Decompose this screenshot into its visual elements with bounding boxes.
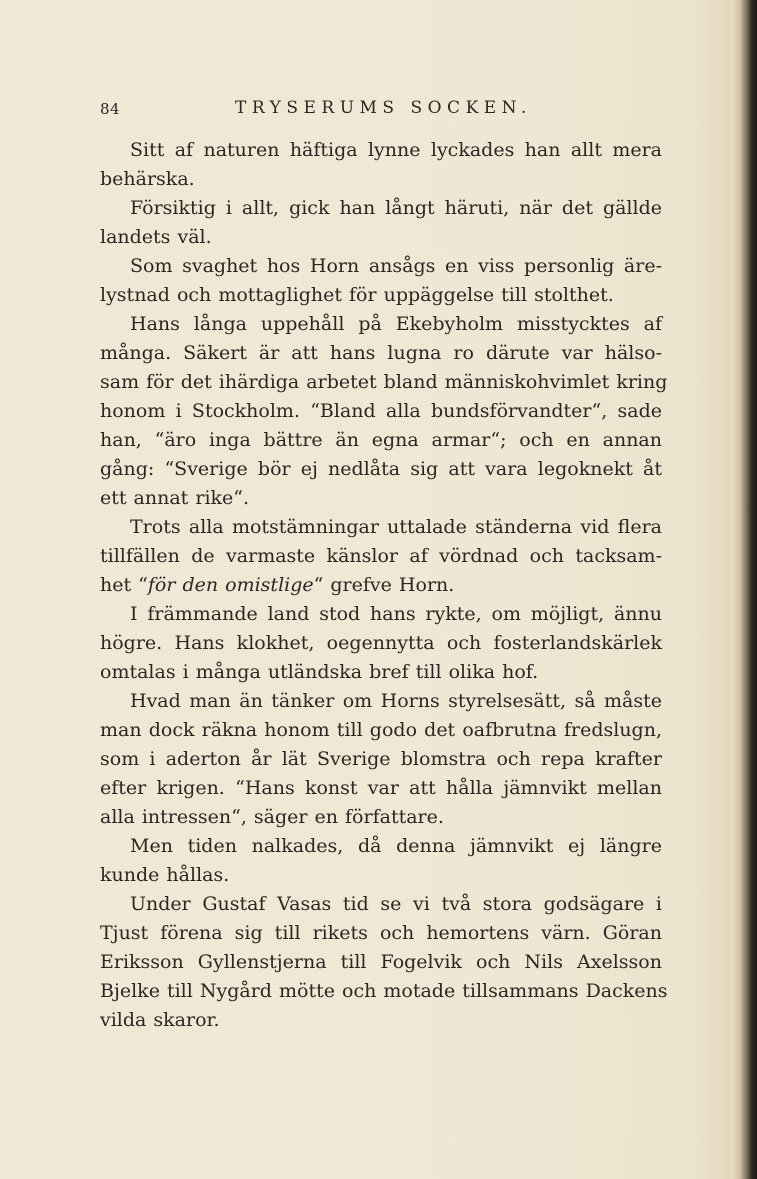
text-line: Tjust förena sig till rikets och hemortens värn. Göran: [100, 922, 662, 944]
text-line: vilda skaror.: [100, 1009, 220, 1031]
text-line: många. Säkert är att hans lugna ro därute var hälso-: [100, 342, 662, 364]
text-line: man dock räkna honom till godo det oafbrutna fredslugn,: [100, 719, 662, 741]
text-line: ett annat rike“.: [100, 487, 250, 509]
text-line: gång: “Sverige bör ej nedlåta sig att vara legoknekt åt: [100, 458, 662, 480]
text-line: som i aderton år lät Sverige blomstra och repa krafter: [100, 748, 662, 770]
text-line: Sitt af naturen häftiga lynne lyckades han allt mera: [130, 139, 662, 161]
text-line: Hans långa uppehåll på Ekebyholm misstycktes af: [130, 313, 662, 335]
text-line: Bjelke till Nygård mötte och motade tillsammans Dackens: [100, 980, 668, 1002]
text-line: Försiktig i allt, gick han långt häruti, när det gällde: [130, 197, 662, 219]
page-header: [100, 96, 662, 126]
text-line: Eriksson Gyllenstjerna till Fogelvik och Nils Axelsson: [100, 951, 662, 973]
text-fragment: “ grefve Horn.: [313, 574, 455, 596]
text-line: alla intressen“, säger en författare.: [100, 806, 444, 828]
italic-phrase: för den omistlige: [147, 574, 314, 596]
text-line: kunde hållas.: [100, 864, 230, 886]
running-title: TRYSERUMS SOCKEN.: [235, 98, 532, 118]
book-spine-shadow: [731, 0, 757, 1179]
text-line: lystnad och mottaglighet för uppäggelse till stolthet.: [100, 284, 614, 306]
text-line: landets väl.: [100, 226, 212, 248]
text-line: tillfällen de varmaste känslor af vördnad och tacksam-: [100, 545, 662, 567]
text-line: honom i Stockholm. “Bland alla bundsförvandter“, sade: [100, 400, 662, 422]
text-line: I främmande land stod hans rykte, om möjligt, ännu: [130, 603, 662, 625]
text-fragment: het “: [100, 574, 148, 596]
text-line: Under Gustaf Vasas tid se vi två stora godsägare i: [130, 893, 662, 915]
text-line: Trots alla motstämningar uttalade ständerna vid flera: [130, 516, 662, 538]
text-line: sam för det ihärdiga arbetet bland människohvimlet kring: [100, 371, 668, 393]
text-line-with-italic: [100, 571, 662, 600]
text-line: omtalas i många utländska bref till olika hof.: [100, 661, 539, 683]
text-line: efter krigen. “Hans konst var att hålla jämnvikt mellan: [100, 777, 662, 799]
text-line: Men tiden nalkades, då denna jämnvikt ej längre: [130, 835, 662, 857]
text-line: han, “äro inga bättre än egna armar“; och en annan: [100, 429, 662, 451]
text-line: högre. Hans klokhet, oegennytta och fosterlandskärlek: [100, 632, 662, 654]
text-line: behärska.: [100, 168, 195, 190]
body-text: [100, 136, 668, 1035]
text-line: Hvad man än tänker om Horns styrelsesätt, så måste: [130, 690, 662, 712]
text-line: Som svaghet hos Horn ansågs en viss personlig äre-: [130, 255, 662, 277]
page-number: 84: [100, 100, 121, 118]
